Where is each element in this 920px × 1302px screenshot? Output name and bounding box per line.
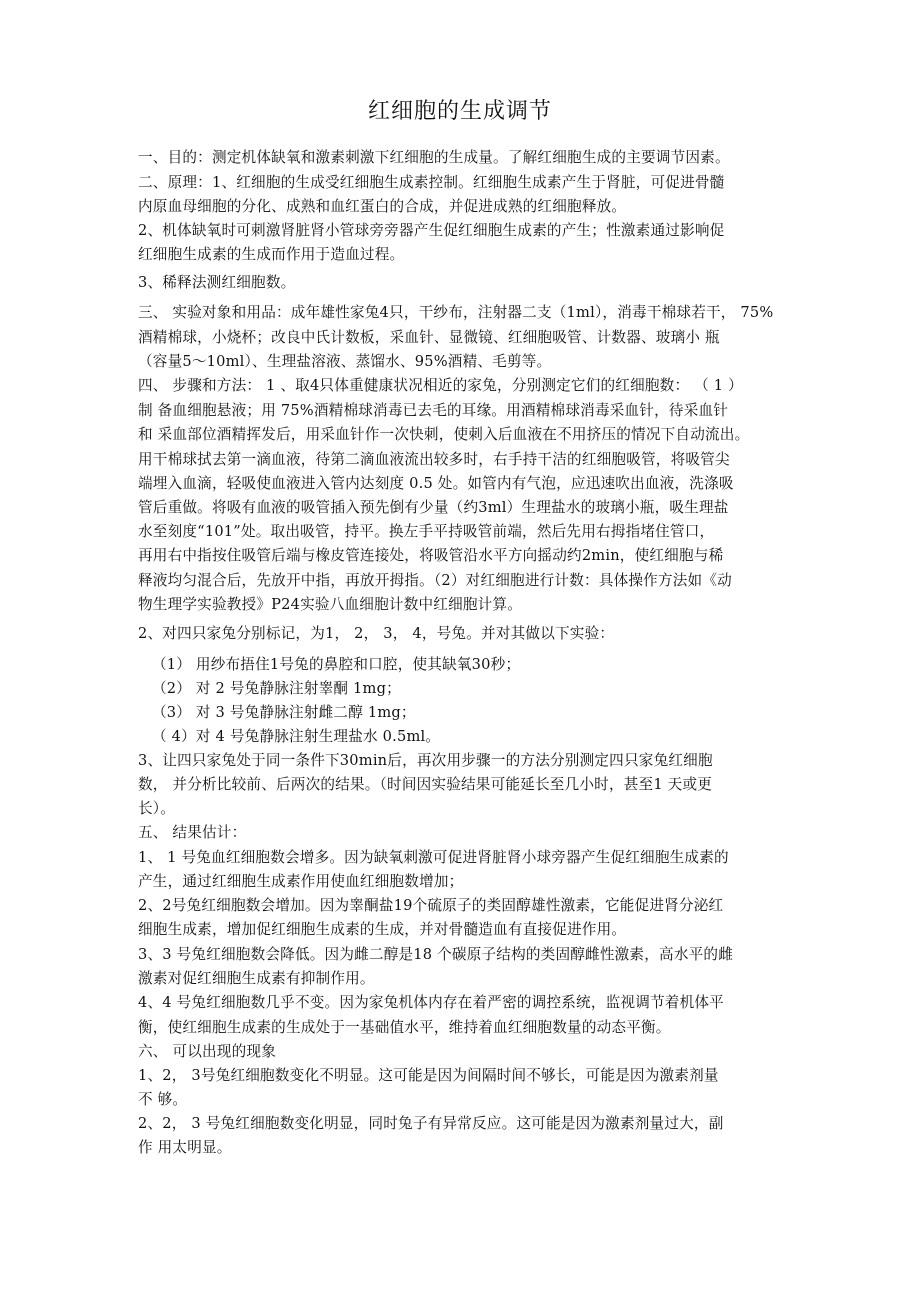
text-line: 六、 可以出现的现象 — [138, 1043, 276, 1060]
text-line: 一、目的：测定机体缺氧和激素刺激下红细胞的生成量。了解红细胞生成的主要调节因素。 — [138, 149, 730, 166]
text-line: 1、 1 号兔血红细胞数会增多。因为缺氧刺激可促进肾脏肾小球旁器产生促红细胞生成素的 — [138, 849, 729, 866]
text-line: （1） 用纱布捂住1号兔的鼻腔和口腔，使其缺氧30秒； — [152, 656, 521, 673]
text-line: 内原血母细胞的分化、成熟和血红蛋白的合成，并促进成熟的红细胞释放。 — [138, 198, 627, 215]
text-line: 衡，使红细胞生成素的生成处于一基础值水平，维持着血红细胞数量的动态平衡。 — [138, 1019, 671, 1036]
text-line: 3、让四只家兔处于同一条件下30min后，再次用步骤一的方法分别测定四只家兔红细胞 — [138, 752, 713, 769]
page-title: 红细胞的生成调节 — [367, 99, 552, 124]
text-line: 四、 步骤和方法： 1 、取4只体重健康状况相近的家兔，分别测定它们的红细胞数： （ 1 ） — [138, 377, 743, 394]
text-line: 产生，通过红细胞生成素作用使血红细胞数增加； — [138, 873, 464, 890]
text-line: 不 够。 — [138, 1091, 188, 1108]
text-line: （ 4）对 4 号兔静脉注射生理盐水 0.5ml。 — [152, 728, 441, 745]
text-line: 酒精棉球，小烧杯；改良中氏计数板，采血针、显微镜、红细胞吸管、计数器、玻璃小 瓶 — [138, 329, 720, 346]
text-line: 长）。 — [138, 800, 176, 817]
text-line: 制 备血细胞悬液；用 75%酒精棉球消毒已去毛的耳缘。用酒精棉球消毒采血针，待采血针 — [138, 402, 729, 419]
text-line: 二、原理：1、红细胞的生成受红细胞生成素控制。红细胞生成素产生于肾脏，可促进骨髓 — [138, 174, 725, 191]
text-line: 红细胞生成素的生成而作用于造血过程。 — [138, 246, 405, 263]
text-line: 2、机体缺氧时可刺激肾脏肾小管球旁旁器产生促红细胞生成素的产生；性激素通过影响促 — [138, 222, 725, 239]
text-line: 激素对促红细胞生成素有抑制作用。 — [138, 970, 375, 987]
text-line: 物生理学实验教授》P24实验八血细胞计数中红细胞计算。 — [138, 596, 523, 613]
text-line: 端埋入血滴，轻吸使血液进入管内达刻度 0.5 处。如管内有气泡，应迅速吹出血液，洗涤吸 — [138, 475, 734, 492]
text-line: 1、2， 3号兔红细胞数变化不明显。这可能是因为间隔时间不够长，可能是因为激素剂量 — [138, 1067, 719, 1084]
text-line: 3、3 号兔红细胞数会降低。因为雌二醇是18 个碳原子结构的类固醇雌性激素，高水平的雌 — [138, 946, 733, 963]
text-line: 管后重做。将吸有血液的吸管插入预先倒有少量（约3ml）生理盐水的玻璃小瓶，吸生理盐 — [138, 499, 729, 516]
text-line: 2、2， 3 号兔红细胞数变化明显，同时兔子有异常反应。这可能是因为激素剂量过大，副 — [138, 1115, 724, 1132]
text-line: 2、2号兔红细胞数会增加。因为睾酮盐19个硫原子的类固醇雄性激素，它能促进肾分泌红 — [138, 897, 724, 914]
text-line: （容量5～10ml）、生理盐溶液、蒸馏水、95%酒精、毛剪等。 — [138, 353, 552, 370]
text-line: 水至刻度“101”处。取出吸管，持平。换左手平持吸管前端，然后先用右拇指堵住管口， — [138, 523, 715, 540]
text-line: 2、对四只家兔分别标记，为1， 2， 3， 4，号兔。并对其做以下实验： — [138, 625, 615, 642]
text-line: 释液均匀混合后，先放开中指，再放开拇指。（2）对红细胞进行计数：具体操作方法如《动 — [138, 572, 732, 589]
text-line: 再用右中指按住吸管后端与橡皮管连接处，将吸管沿水平方向摇动约2min，使红细胞与稀 — [138, 547, 724, 564]
text-line: 和 采血部位酒精挥发后，用采血针作一次快刺，使刺入后血液在不用挤压的情况下自动流出。 — [138, 426, 750, 443]
text-line: 数， 并分析比较前、后两次的结果。（时间因实验结果可能延长至几小时，甚至1 天或更 — [138, 776, 713, 793]
text-line: （2） 对 2 号兔静脉注射睾酮 1mg； — [152, 680, 401, 697]
text-line: 五、 结果估计： — [138, 824, 247, 841]
text-line: 三、 实验对象和用品：成年雄性家兔4只，干纱布，注射器二支（1ml），消毒干棉球若干， 75% — [138, 304, 774, 321]
text-line: 用干棉球拭去第一滴血液，待第二滴血液流出较多时，右手持干洁的红细胞吸管，将吸管尖 — [138, 451, 730, 468]
text-line: 作 用太明显。 — [138, 1139, 232, 1156]
text-line: （3） 对 3 号兔静脉注射雌二醇 1mg； — [152, 704, 416, 721]
text-line: 4、4 号兔红细胞数几乎不变。因为家兔机体内存在着严密的调控系统，监视调节着机体平 — [138, 994, 724, 1011]
text-line: 3、稀释法测红细胞数。 — [138, 274, 296, 291]
text-line: 细胞生成素，增加促红细胞生成素的生成，并对骨髓造血有直接促进作用。 — [138, 921, 627, 938]
